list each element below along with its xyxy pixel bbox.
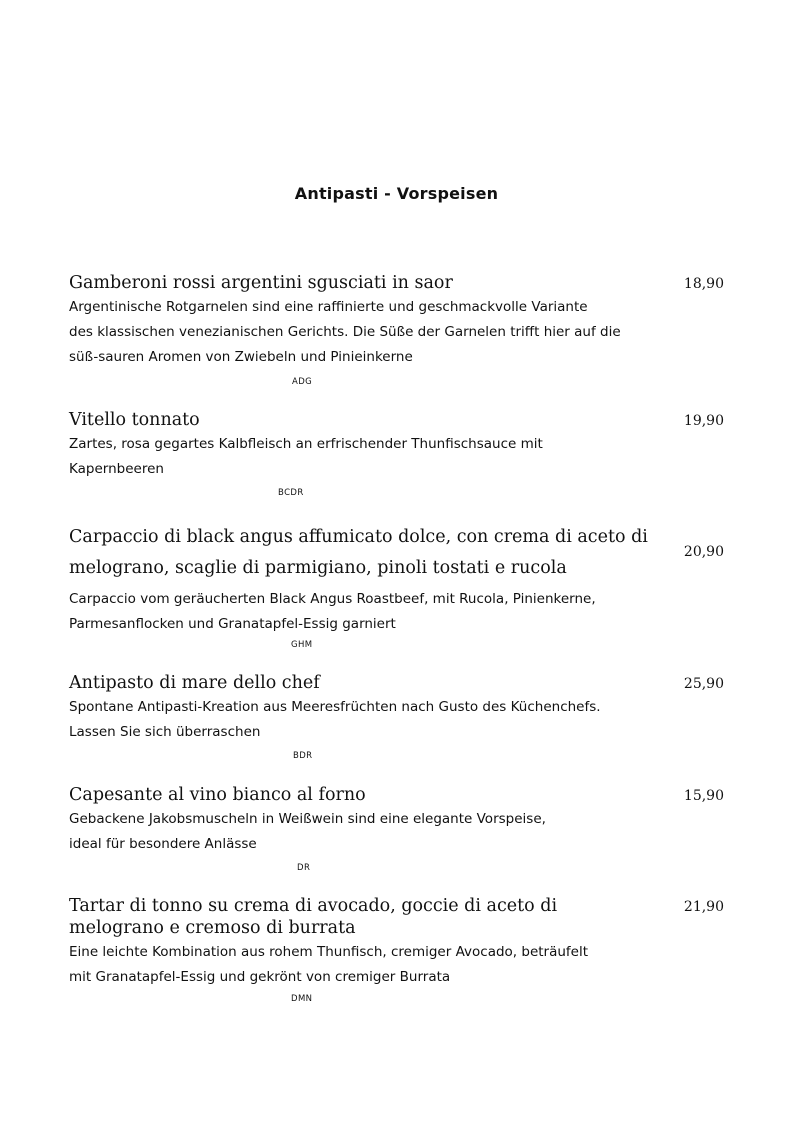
allergen-codes: BDR	[293, 751, 313, 761]
dish-price: 25,90	[683, 676, 724, 692]
menu-item	[69, 784, 724, 873]
menu-item	[69, 672, 724, 761]
dish-name: Carpaccio di black angus affumicato dolce, con crema di aceto di melograno, scaglie di parmigiano, pinoli tostati e rucola	[69, 527, 648, 578]
dish-price: 18,90	[683, 276, 724, 292]
dish-description: Carpaccio vom geräucherten Black Angus Roastbeef, mit Rucola, Pinienkerne, Parmesanflocken und Granatapfel-Essig garniert	[69, 591, 596, 632]
dish-price: 21,90	[683, 899, 724, 915]
allergen-codes: ADG	[292, 377, 313, 387]
dish-description: Gebackene Jakobsmuscheln in Weißwein sind eine elegante Vorspeise, ideal für besondere Anlässe	[69, 811, 546, 852]
dish-price: 15,90	[683, 788, 724, 804]
dish-name: Antipasto di mare dello chef	[69, 673, 320, 693]
allergen-codes: GHM	[291, 640, 313, 650]
allergen-codes: DMN	[291, 994, 313, 1004]
dish-price: 19,90	[683, 413, 724, 429]
menu-item	[69, 272, 724, 387]
allergen-codes: BCDR	[278, 488, 304, 498]
dish-name: Tartar di tonno su crema di avocado, goccie di aceto di melograno e cremoso di burrata	[69, 896, 558, 938]
dish-name: Vitello tonnato	[69, 410, 200, 430]
allergen-codes: DR	[297, 863, 311, 873]
menu-item	[69, 895, 724, 1004]
dish-description: Argentinische Rotgarnelen sind eine raffinierte und geschmackvolle Variante des klassischen venezianischen Gerichts. Die Süße der Garnelen trifft hier auf die süß-sauren Aromen von Zwiebeln und Pinieinkerne	[69, 299, 621, 365]
dish-description: Spontane Antipasti-Kreation aus Meeresfrüchten nach Gusto des Küchenchefs. Lassen Sie sich überraschen	[69, 699, 601, 740]
menu-item	[69, 522, 724, 650]
dish-name: Gamberoni rossi argentini sgusciati in saor	[69, 273, 453, 293]
dish-description: Zartes, rosa gegartes Kalbfleisch an erfrischender Thunfischsauce mit Kapernbeeren	[69, 436, 543, 477]
menu-item	[69, 409, 724, 498]
dish-price: 20,90	[683, 544, 724, 560]
dish-description: Eine leichte Kombination aus rohem Thunfisch, cremiger Avocado, beträufelt mit Granatapfel-Essig und gekrönt von cremiger Burrata	[69, 944, 589, 985]
dish-name: Capesante al vino bianco al forno	[69, 785, 366, 805]
page-title: Antipasti - Vorspeisen	[294, 184, 499, 203]
